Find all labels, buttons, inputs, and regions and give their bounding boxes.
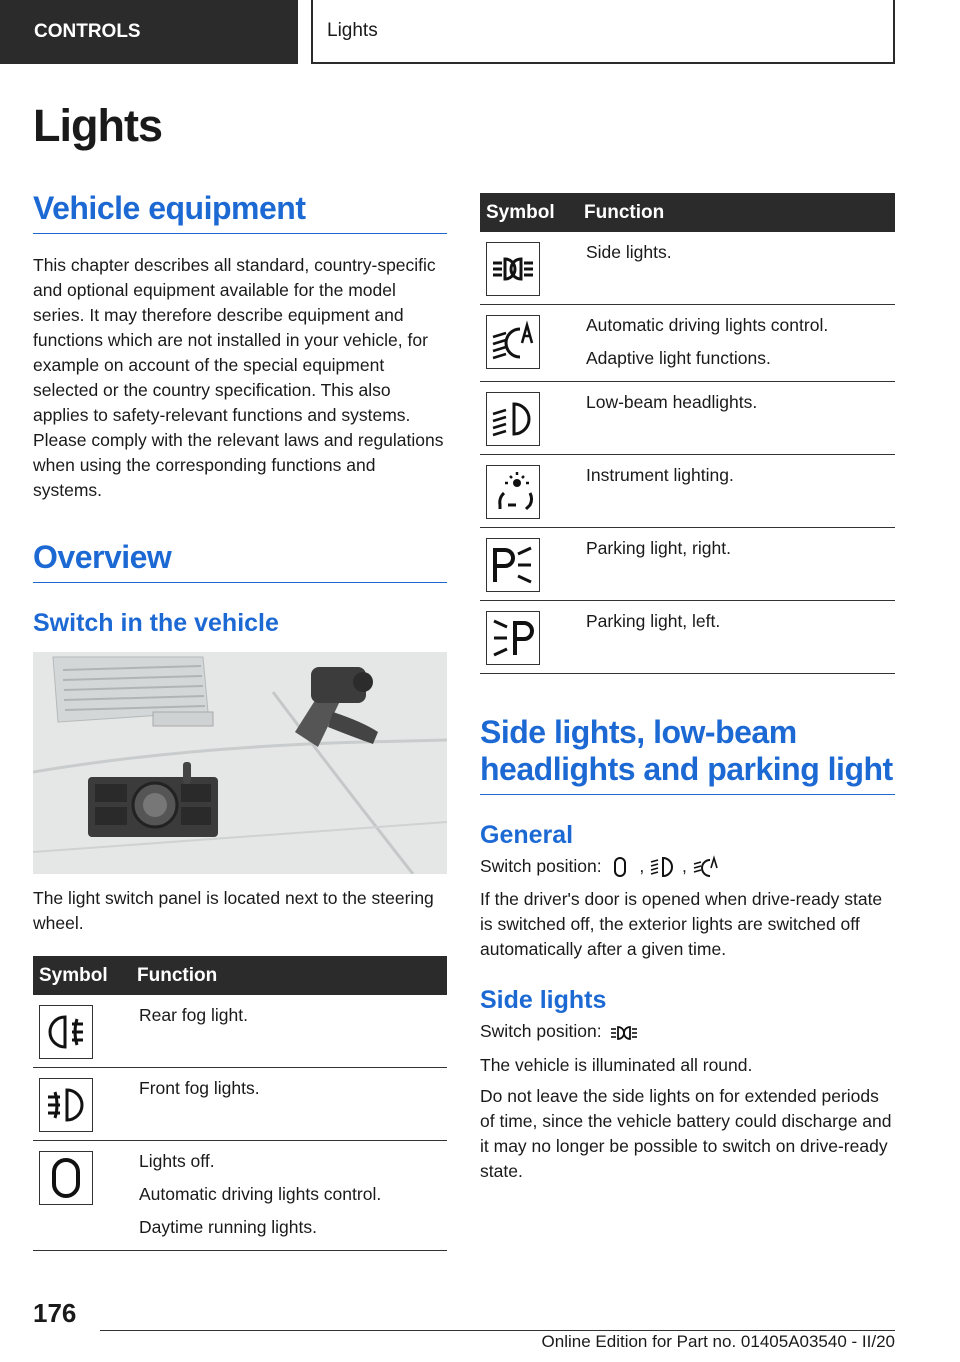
table-row bbox=[480, 601, 895, 674]
side-lights-switch-position bbox=[480, 1019, 895, 1044]
left-symbol-table bbox=[33, 956, 447, 1251]
function-text: Front fog lights. bbox=[139, 1078, 260, 1098]
function-text: Low-beam headlights. bbox=[586, 392, 758, 412]
switch-position-label: Switch position: bbox=[480, 1021, 602, 1042]
overview-heading: Overview bbox=[33, 539, 447, 583]
function-text: Instrument lighting. bbox=[586, 465, 734, 485]
lights-off-icon bbox=[39, 1151, 93, 1205]
function-text: Automatic driving lights control. bbox=[139, 1184, 382, 1204]
function-text: Rear fog light. bbox=[139, 1005, 248, 1025]
parking-light-left-icon bbox=[486, 611, 540, 665]
side-lights-text: The vehicle is illuminated all round. bbox=[480, 1054, 753, 1075]
front-fog-lights-icon bbox=[39, 1078, 93, 1132]
side-lights-section-heading: Side lights, low-beam headlights and parking light bbox=[480, 714, 895, 795]
function-column-header: Function bbox=[131, 956, 447, 995]
right-column bbox=[480, 193, 895, 1184]
function-text: Lights off. bbox=[139, 1151, 215, 1171]
function-text: Automatic driving lights control. bbox=[586, 315, 829, 335]
right-symbol-table bbox=[480, 193, 895, 674]
section-tab: CONTROLS bbox=[0, 0, 298, 64]
low-beam-headlights-icon bbox=[649, 855, 677, 879]
table-row bbox=[480, 382, 895, 455]
table-row bbox=[480, 232, 895, 305]
vehicle-equipment-heading: Vehicle equipment bbox=[33, 190, 447, 234]
separator: , bbox=[639, 856, 645, 876]
side-lights-icon bbox=[606, 1021, 642, 1045]
chapter-tab: Lights bbox=[311, 0, 895, 64]
side-lights-warning-text: Do not leave the side lights on for extended periods of time, since the vehicle battery could discharge and it may no longer be possible to switch on drive-ready state. bbox=[480, 1085, 892, 1181]
side-lights-heading: Side lights bbox=[480, 986, 607, 1015]
symbol-column-header: Symbol bbox=[33, 956, 131, 995]
general-heading: General bbox=[480, 821, 574, 849]
separator: , bbox=[681, 856, 687, 876]
function-text: Parking light, right. bbox=[586, 538, 731, 558]
function-text: Adaptive light functions. bbox=[586, 348, 771, 368]
symbol-column-header: Symbol bbox=[480, 193, 578, 232]
left-column bbox=[33, 190, 447, 1251]
table-row bbox=[33, 1141, 447, 1251]
table-row bbox=[33, 995, 447, 1068]
function-column-header: Function bbox=[578, 193, 895, 232]
dashboard-illustration bbox=[33, 652, 447, 874]
function-text: Side lights. bbox=[586, 242, 672, 262]
switch-in-vehicle-heading: Switch in the vehicle bbox=[33, 609, 279, 637]
general-switch-position bbox=[480, 854, 895, 879]
side-lights-icon bbox=[486, 242, 540, 296]
function-text: Parking light, left. bbox=[586, 611, 721, 631]
parking-light-right-icon bbox=[486, 538, 540, 592]
lights-off-icon bbox=[606, 855, 634, 879]
table-row bbox=[480, 528, 895, 601]
table-row bbox=[480, 455, 895, 528]
switch-caption: The light switch panel is located next to the steering wheel. bbox=[33, 888, 434, 933]
switch-position-label: Switch position: bbox=[480, 856, 602, 876]
table-row bbox=[480, 305, 895, 382]
rear-fog-light-icon bbox=[39, 1005, 93, 1059]
instrument-lighting-icon bbox=[486, 465, 540, 519]
general-text: If the driver's door is opened when drive-ready state is switched off, the exterior lights are switched off automatically after a given time. bbox=[480, 889, 883, 960]
page-number: 176 bbox=[33, 1298, 77, 1328]
page-title: Lights bbox=[33, 100, 162, 151]
function-text: Daytime running lights. bbox=[139, 1217, 317, 1237]
vehicle-equipment-text: This chapter describes all standard, country-specific and optional equipment available for the model series. It may therefore describe equipment and functions which are not installed in your vehicle, for example on account of the special equipment selected or the country specification. This also applies to safety-relevant functions and systems. Please comply with the relevant laws and regulations when using the corresponding functions and systems. bbox=[33, 255, 444, 500]
table-row bbox=[33, 1068, 447, 1141]
footer-divider bbox=[100, 1330, 895, 1331]
light-switch-photo bbox=[33, 652, 447, 874]
edition-footer: Online Edition for Part no. 01405A03540 - II/20 bbox=[541, 1332, 895, 1351]
automatic-driving-lights-icon bbox=[692, 855, 720, 879]
low-beam-headlights-icon bbox=[486, 392, 540, 446]
automatic-driving-lights-icon bbox=[486, 315, 540, 369]
